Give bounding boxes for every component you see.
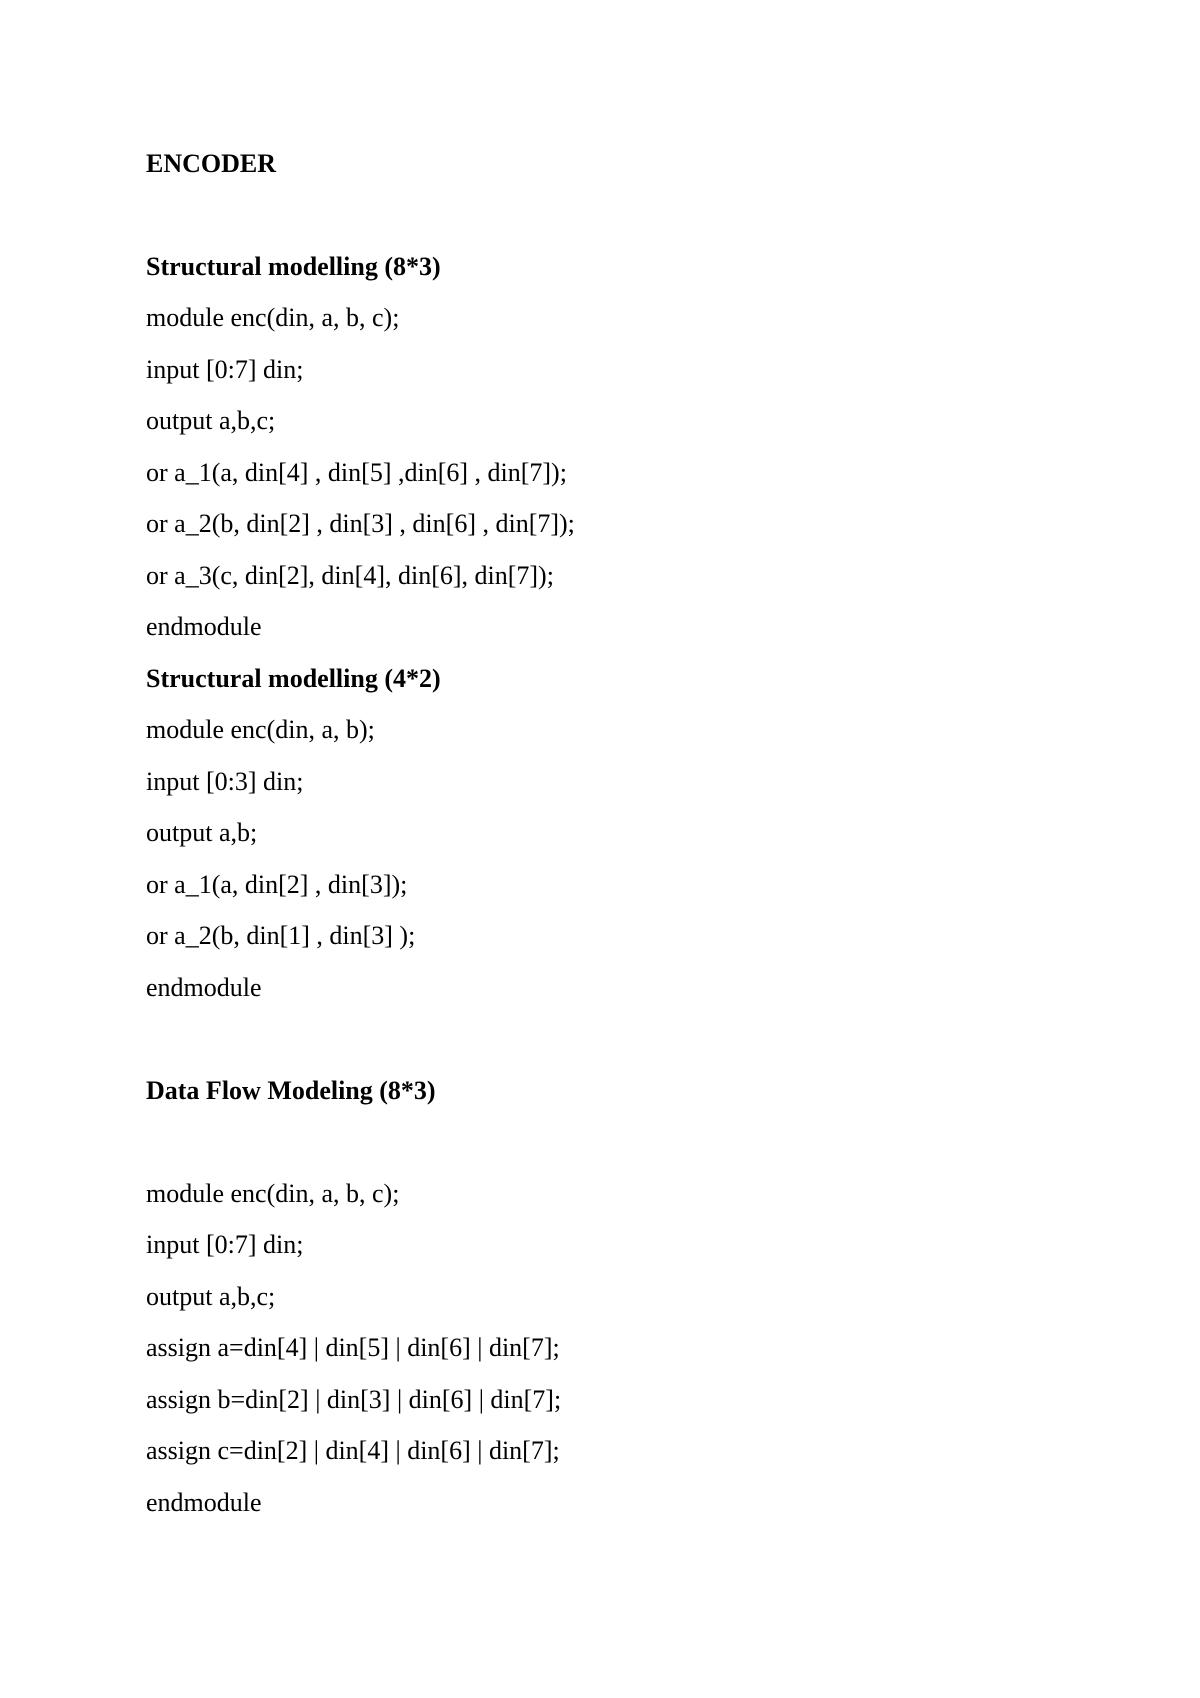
code-line: module enc(din, a, b); [146, 715, 375, 744]
code-line: or a_1(a, din[4] , din[5] ,din[6] , din[7]); [146, 458, 567, 487]
code-line: endmodule [146, 973, 262, 1002]
code-line: input [0:3] din; [146, 767, 304, 796]
document-title: ENCODER [146, 149, 277, 178]
code-line: or a_3(c, din[2], din[4], din[6], din[7]); [146, 561, 554, 590]
code-line: input [0:7] din; [146, 355, 304, 384]
code-line: or a_1(a, din[2] , din[3]); [146, 870, 408, 899]
code-line: output a,b,c; [146, 1282, 276, 1311]
code-line: endmodule [146, 1488, 262, 1517]
code-line: endmodule [146, 612, 262, 641]
code-line: output a,b,c; [146, 406, 276, 435]
code-line: module enc(din, a, b, c); [146, 1179, 400, 1208]
code-line: or a_2(b, din[1] , din[3] ); [146, 921, 416, 950]
code-line: module enc(din, a, b, c); [146, 303, 400, 332]
code-line: assign b=din[2] | din[3] | din[6] | din[7]; [146, 1385, 562, 1414]
code-line: output a,b; [146, 818, 258, 847]
code-line: input [0:7] din; [146, 1230, 304, 1259]
code-line: assign c=din[2] | din[4] | din[6] | din[7]; [146, 1436, 560, 1465]
code-line: or a_2(b, din[2] , din[3] , din[6] , din[7]); [146, 509, 575, 538]
section-heading-structural-4x2: Structural modelling (4*2) [146, 664, 441, 693]
section-heading-structural-8x3: Structural modelling (8*3) [146, 252, 441, 281]
section-heading-dataflow-8x3: Data Flow Modeling (8*3) [146, 1076, 436, 1105]
code-line: assign a=din[4] | din[5] | din[6] | din[7]; [146, 1333, 560, 1362]
